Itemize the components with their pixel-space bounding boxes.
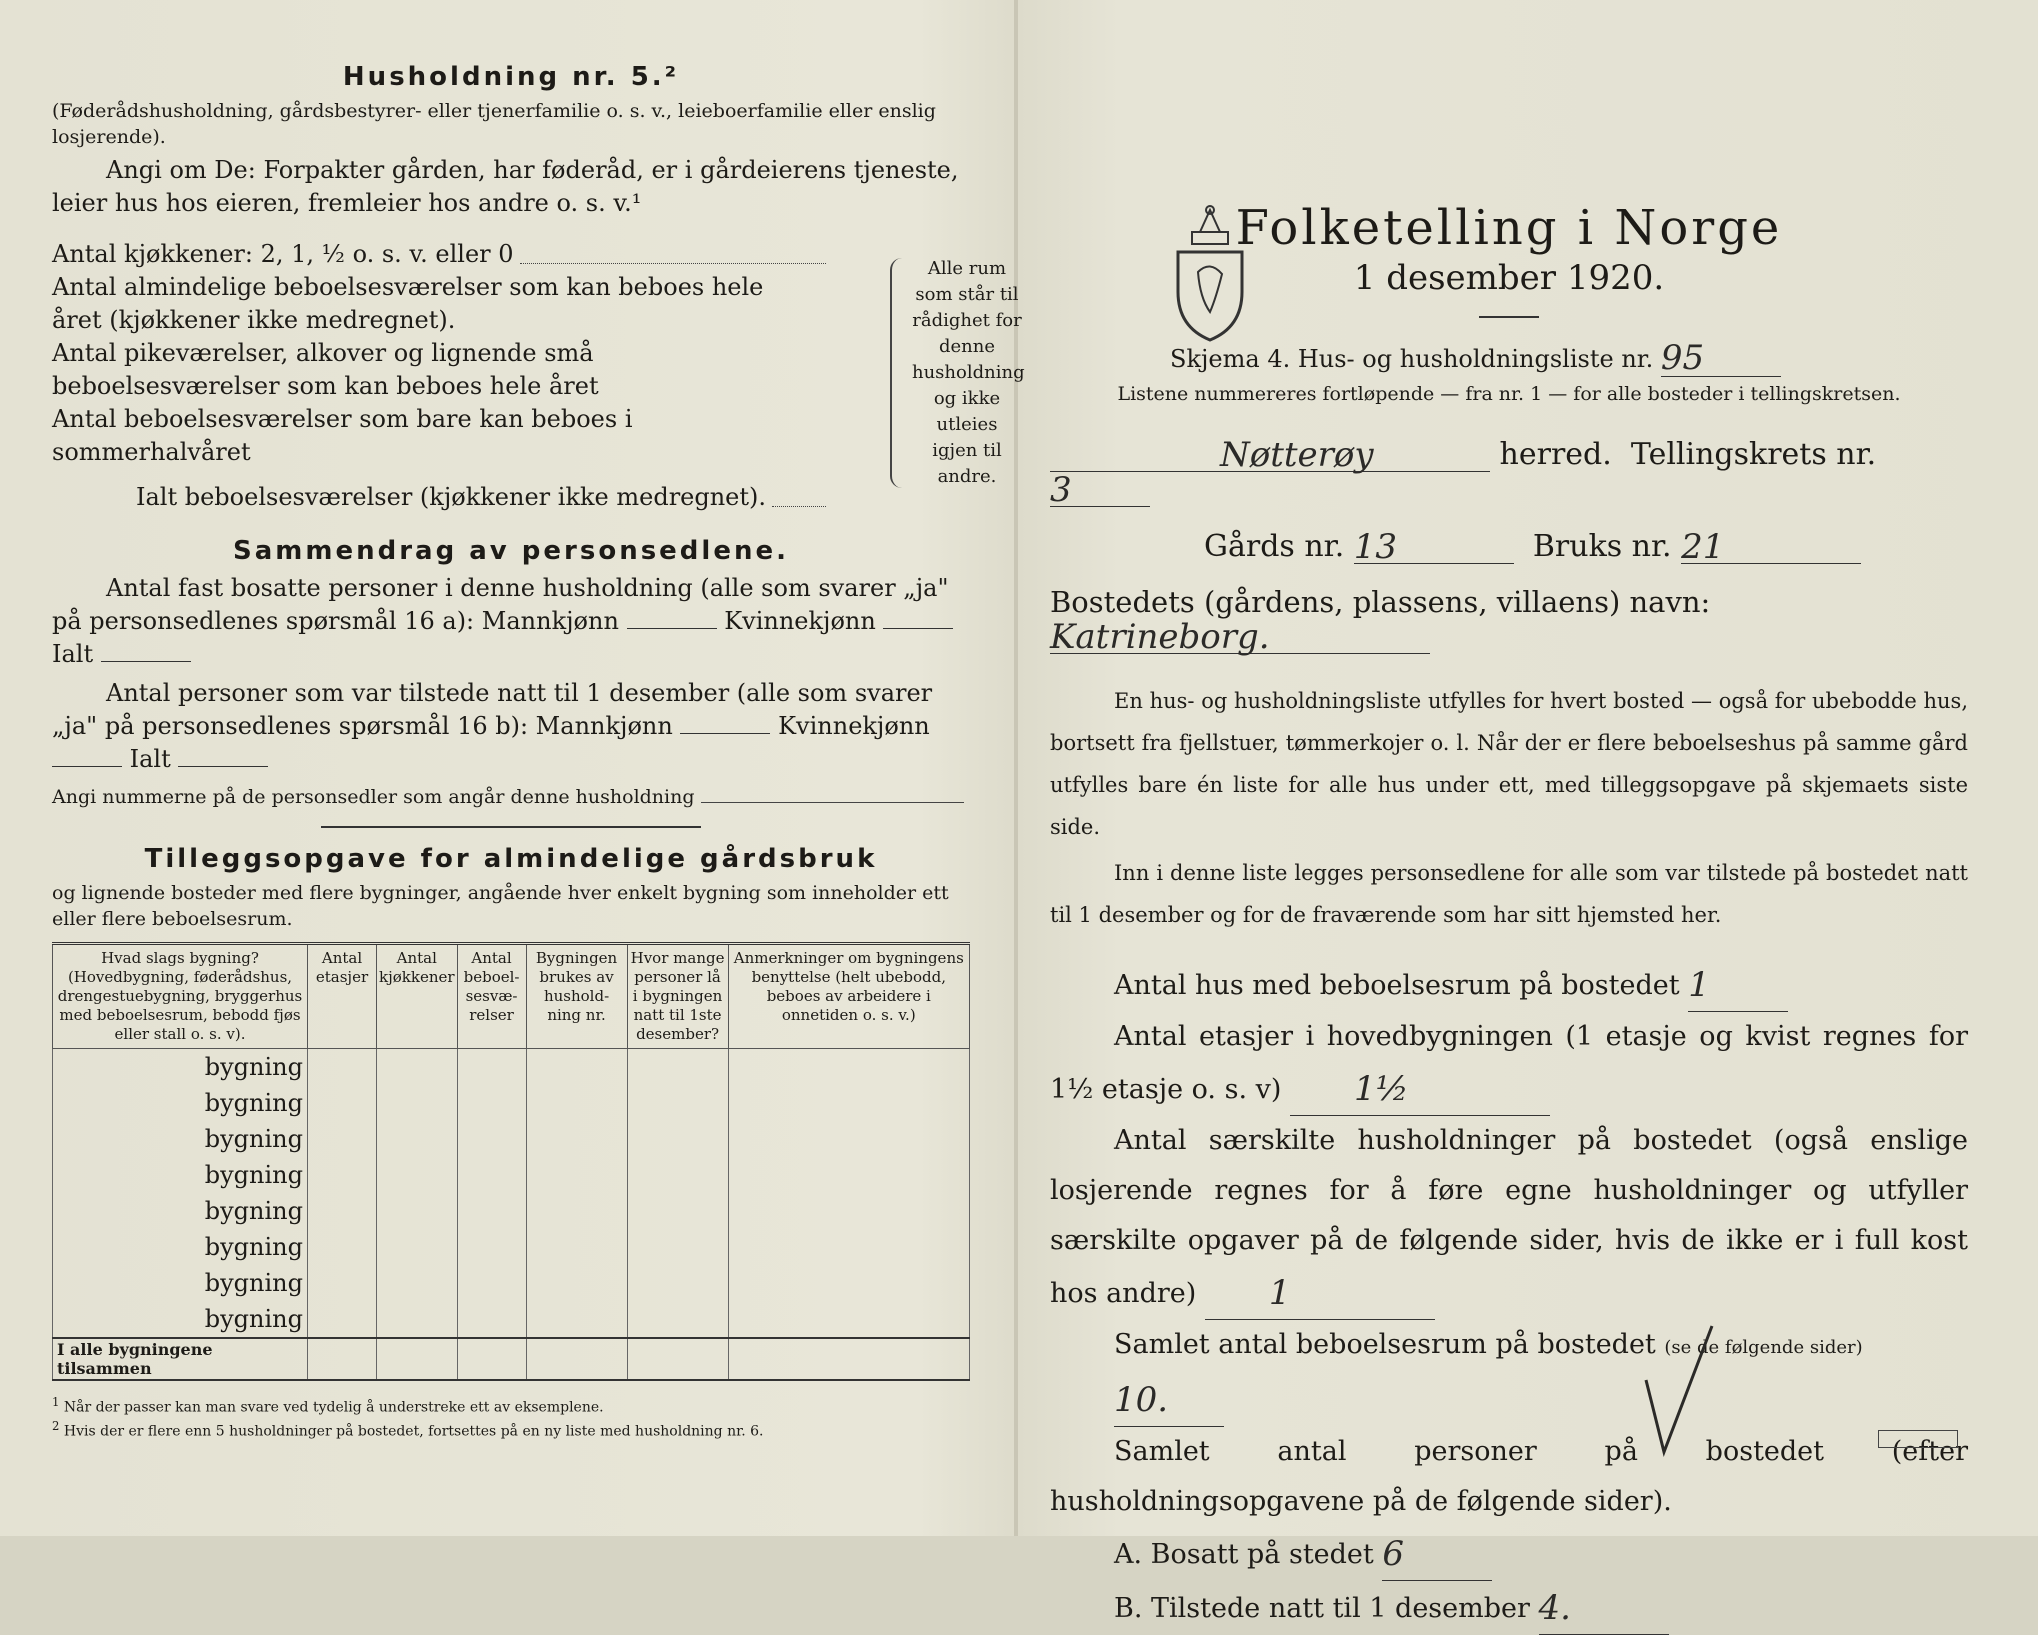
- form-title: Folketelling i Norge: [1235, 200, 1783, 256]
- table-row: bygning: [53, 1121, 970, 1157]
- personer-line: Samlet antal personer på bostedet (efter husholdningsopgavene på de følgende sider).: [1050, 1436, 1968, 1517]
- table-row: bygning: [53, 1229, 970, 1265]
- checkmark-icon: [1640, 1320, 1720, 1460]
- footnotes: [52, 1393, 970, 1440]
- gards-line: Gårds nr. 13 Bruks nr. 21: [1050, 529, 1968, 564]
- left-page: [52, 62, 1025, 1440]
- bosted-line: Bostedets (gårdens, plassens, villaens) navn: Katrineborg.: [1050, 585, 1711, 657]
- summary-line-2: Antal personer som var tilstede natt til 1 desember (alle som svarer „ja" på personsedlenes spørsmål 16 b): Mannkjønn Kvinnekjønn Ialt: [52, 679, 933, 773]
- summary-heading: Sammendrag av personsedlene.: [233, 536, 789, 566]
- col-rooms: Antal beboel-sesvæ-relser: [457, 944, 526, 1049]
- household-intro: (Føderådshusholdning, gårdsbestyrer- eller tjenerfamilie o. s. v., leieboerfamilie eller enslig losjerende).: [52, 100, 936, 148]
- tilstede-line: B. Tilstede natt til 1 desember 4.: [1050, 1581, 1968, 1635]
- instructions-para-1: En hus- og husholdningsliste utfylles for hvert bosted — også for ubebodde hus, bortsett fra fjellstuer, tømmerkojer o. l. Når der er flere beboelseshus på samme gård utfylles bare én liste for alle hus under ett, med tilleggsopgave på skjemaets siste side.: [1050, 689, 1968, 839]
- room-line-ordinary: Antal almindelige beboelsesværelser som kan beboes hele året (kjøkkener ikke medregnet).: [52, 273, 764, 334]
- room-line-total: Ialt beboelsesværelser (kjøkkener ikke medregnet).: [52, 481, 832, 514]
- col-household-no: Bygningen brukes av hushold-ning nr.: [526, 944, 627, 1049]
- col-kitchens: Antal kjøkkener: [377, 944, 458, 1049]
- table-row: bygning: [53, 1301, 970, 1338]
- table-total-row: I alle bygningene tilsammen: [53, 1338, 970, 1380]
- form-date: 1 desember 1920.: [1353, 258, 1665, 298]
- room-counts: [52, 238, 832, 514]
- brace: [890, 258, 912, 488]
- table-row: bygning: [53, 1157, 970, 1193]
- table-row: bygning: [53, 1193, 970, 1229]
- table-row: bygning: [53, 1049, 970, 1086]
- separator: [321, 826, 701, 828]
- col-remarks: Anmerkninger om bygningens benyttelse (helt ubebodd, beboes av arbeidere i onnetiden o. s. v.): [728, 944, 969, 1049]
- bosatt-line: A. Bosatt på stedet 6: [1050, 1527, 1968, 1581]
- col-building-type: Hvad slags bygning? (Hovedbygning, føderådshus, drengestuebygning, bryggerhus med beboelsesrum, bebodd fjøs eller stall o. s. v).: [53, 944, 308, 1049]
- etasjer-line: Antal etasjer i hovedbygningen (1 etasje og kvist regnes for 1½ etasje o. s. v) 1½: [1050, 1012, 1968, 1116]
- hus-line: Antal hus med beboelsesrum på bostedet 1: [1050, 958, 1968, 1012]
- printer-stamp: [1878, 1430, 1958, 1448]
- table-row: bygning: [53, 1265, 970, 1301]
- skjema-line: Skjema 4. Hus- og husholdningsliste nr. 95: [1050, 340, 1968, 377]
- nummer-line: Angi nummerne på de personsedler som angår denne husholdning: [52, 784, 970, 810]
- room-line-kitchens: Antal kjøkkener: 2, 1, ½ o. s. v. eller 0: [52, 238, 832, 271]
- right-page: [1050, 200, 1968, 1635]
- numbering-note: Listene nummereres fortløpende — fra nr. 1 — for alle bosteder i tellingskretsen.: [1117, 383, 1901, 405]
- col-floors: Antal etasjer: [308, 944, 377, 1049]
- footnote-2: $^2$ Hvis der er flere enn 5 husholdninger på bostedet, fortsettes på en ny liste med husholdning nr. 6.: [52, 1418, 764, 1440]
- husholdninger-line: Antal særskilte husholdninger på bostedet (også enslige losjerende regnes for å føre egne husholdninger og utfyller særskilte opgaver på de følgende sider, hvis de ikke er i full kost hos andre) 1: [1050, 1116, 1968, 1320]
- rum-line: Samlet antal beboelsesrum på bostedet (se de følgende sider) 10.: [1050, 1320, 1968, 1427]
- summary-line-1: Antal fast bosatte personer i denne husholdning (alle som svarer „ja" på personsedlenes spørsmål 16 a): Mannkjønn Kvinnekjønn Ialt: [52, 572, 970, 671]
- room-line-small: Antal pikeværelser, alkover og lignende små beboelsesværelser som kan beboes hele året: [52, 339, 599, 400]
- instructions-para-2: Inn i denne liste legges personsedlene for alle som var tilstede på bostedet natt til 1 desember og for de fraværende som har sitt hjemsted her.: [1050, 861, 1968, 927]
- table-row: bygning: [53, 1085, 970, 1121]
- tillegg-heading: Tilleggsopgave for almindelige gårdsbruk: [144, 844, 878, 874]
- household-question: Angi om De: Forpakter gården, har føderåd, er i gårdeierens tjeneste, leier hus hos eieren, fremleier hos andre o. s. v.¹: [52, 156, 959, 217]
- building-table: [52, 942, 970, 1381]
- building-table-header: [53, 944, 970, 1049]
- summary-fields: [1050, 958, 1968, 1635]
- footnote-1: $^1$ Når der passer kan man svare ved tydelig å understreke ett av eksemplene.: [52, 1395, 604, 1416]
- col-persons: Hvor mange personer lå i bygningen natt til 1ste desember?: [627, 944, 728, 1049]
- herred-line: Nøtterøy herred. Tellingskrets nr. 3: [1050, 435, 1877, 510]
- household-heading: Husholdning nr. 5.²: [342, 62, 680, 92]
- page-fold: [1014, 0, 1018, 1536]
- room-line-summer: Antal beboelsesværelser som bare kan beboes i sommerhalvåret: [52, 405, 633, 466]
- side-note: Alle rum som står til rådighet for denne husholdning og ikke utleies igjen til andre.: [912, 258, 1025, 487]
- tillegg-intro: og lignende bosteder med flere bygninger, angående hver enkelt bygning som inneholder ett eller flere beboelsesrum.: [52, 882, 949, 930]
